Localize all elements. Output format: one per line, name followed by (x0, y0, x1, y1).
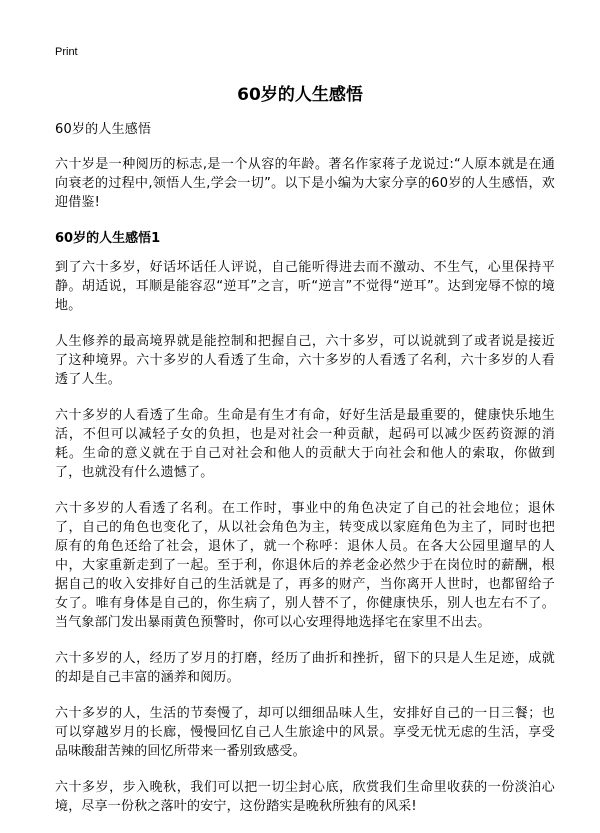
intro-paragraph: 六十岁是一种阅历的标志,是一个从容的年龄。著名作家蒋子龙说过:“人原本就是在通向衰老的过程中,领悟人生,学会一切”。以下是小编为大家分享的60岁的人生感悟，欢迎借鉴! (55, 157, 555, 210)
paragraph: 人生修养的最高境界就是能控制和把握自己，六十多岁，可以说就到了或者说是接近了这种境界。六十多岁的人看透了生命，六十多岁的人看透了名利，六十多岁的人看透了人生。 (55, 334, 555, 387)
paragraph: 六十多岁的人看透了名利。在工作时，事业中的角色决定了自己的社会地位；退休了，自己的角色也变化了，从以社会角色为主，转变成以家庭角色为主了，同时也把原有的角色还给了社会，退休了，就一个称呼：退休人员。在各大公园里遛早的人中，大家重新走到了一起。至于利，你退休后的养老金必然少于在岗位时的薪酬，根据自己的收入安排好自己的生活就是了，再多的财产，当你离开人世时，也都留给子女了。唯有身体是自己的，你生病了，别人替不了，你健康快乐，别人也左右不了。当气象部门发出暴雨黄色预警时，你可以心安理得地选择宅在家里不出去。 (55, 501, 555, 630)
paragraph: 六十多岁的人看透了生命。生命是有生才有命，好好生活是最重要的，健康快乐地生活，不但可以减轻子女的负担，也是对社会一种贡献，起码可以减少医药资源的消耗。生命的意义就在于自己对社会和他人的贡献大于向社会和他人的索取，你做到了，也就没有什么遗憾了。 (55, 408, 555, 480)
print-link[interactable]: Print (55, 46, 78, 58)
article-subtitle: 60岁的人生感悟 (55, 122, 152, 137)
paragraph: 六十多岁的人，经历了岁月的打磨，经历了曲折和挫折，留下的只是人生足迹，成就的却是自己丰富的涵养和阅历。 (55, 651, 555, 685)
page-title: 60岁的人生感悟 (237, 85, 363, 105)
paragraph: 到了六十多岁，好话坏话任人评说，自己能听得进去而不激动、不生气，心里保持平静。胡适说，耳顺是能容忍“逆耳”之言，听“逆言”不觉得“逆耳”。达到宠辱不惊的境地。 (55, 260, 555, 313)
article-body (55, 120, 555, 833)
section-heading: 60岁的人生感悟1 (55, 231, 161, 246)
paragraph: 六十多岁的人，生活的节奏慢了，却可以细细品味人生，安排好自己的一日三餐；也可以穿越岁月的长廊，慢慢回忆自己人生旅途中的风景。享受无忧无虑的生活，享受品味酸甜苦辣的回忆所带来一番别致感受。 (55, 706, 555, 759)
paragraph: 六十多岁，步入晚秋，我们可以把一切尘封心底，欣赏我们生命里收获的一份淡泊心境，尽享一份秋之落叶的安宁，这份踏实是晚秋所独有的风采! (55, 780, 555, 814)
